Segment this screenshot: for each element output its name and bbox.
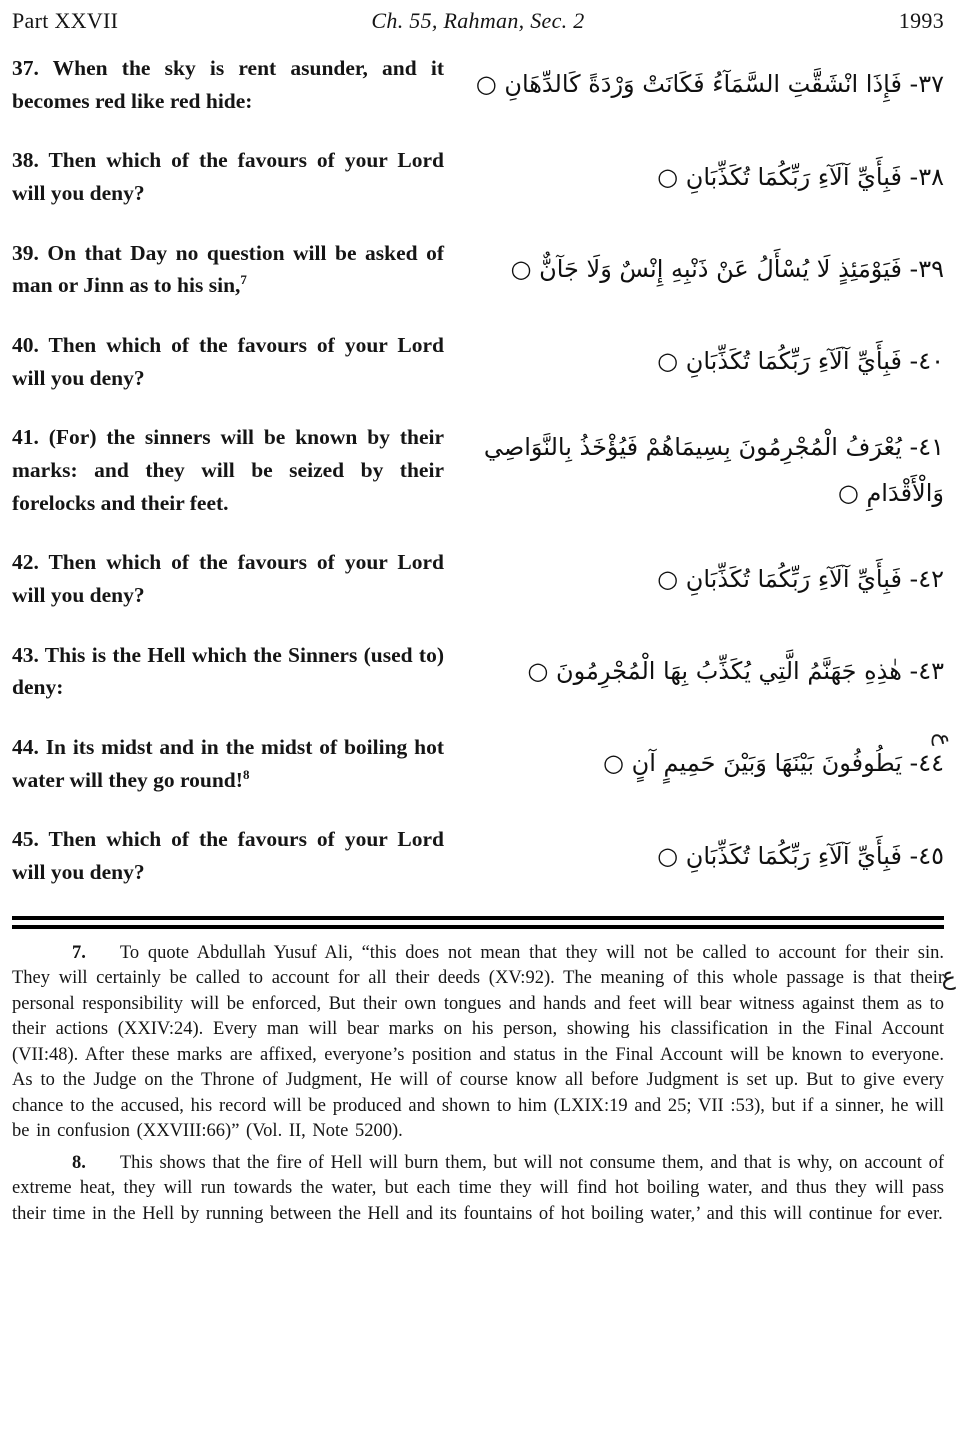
verse-english: [12, 421, 444, 519]
verse-row: [12, 421, 944, 519]
verse-english: [12, 237, 444, 302]
verse-arabic: ٤٠- فَبِأَيِّ آلَآءِ رَبِّكُمَا تُكَذِّبَانِ ○: [657, 347, 944, 376]
verse-row: [12, 144, 944, 209]
verse-english: [12, 639, 444, 704]
verse-english-text: 37. When the sky is rent asunder, and it becomes red like red hide:: [12, 56, 444, 113]
verse-english: [12, 823, 444, 888]
chapter-title: Ch. 55, Rahman, Sec. 2: [371, 8, 585, 33]
verse-row: [12, 546, 944, 611]
running-head: [12, 8, 944, 34]
verse-english-text: 39. On that Day no question will be asked of man or Jinn as to his sin,: [12, 240, 444, 298]
verse-arabic: ٤٥- فَبِأَيِّ آلَآءِ رَبِّكُمَا تُكَذِّبَانِ ○: [657, 841, 944, 870]
verse-english-text: 41. (For) the sinners will be known by their marks: and they will be seized by their forelocks and their feet.: [12, 425, 444, 515]
verse-row: [12, 52, 944, 117]
footnote-text: This shows that the fire of Hell will burn them, but will not consume them, and that is why, on account of extreme heat, they will run towards the water, but each time they will find hot boiling water, and thus they will pass their time in the Hell by running between the Hell and its fountains of hot boiling water,’ and this will continue for ever.: [12, 1152, 944, 1224]
verse-row: [12, 639, 944, 704]
verse-english: [12, 329, 444, 394]
footnote-ref: 7: [240, 272, 247, 288]
verse-english: [12, 144, 444, 209]
page-number: 1993: [898, 8, 944, 33]
verse-arabic: ٣٩- فَيَوْمَئِذٍ لَا يُسْأَلُ عَنْ ذَنْبِهِ إِنْسٌ وَلَا جَآنٌّ ○: [510, 254, 944, 283]
footnote-number: 7.: [72, 942, 86, 963]
verse-english-text: 40. Then which of the favours of your Lord will you deny?: [12, 333, 444, 390]
margin-ruku-marker: ع: [941, 962, 956, 990]
verse-arabic: ٤٢- فَبِأَيِّ آلَآءِ رَبِّكُمَا تُكَذِّبَانِ ○: [657, 564, 944, 593]
verse-english-text: 45. Then which of the favours of your Lord will you deny?: [12, 827, 444, 885]
verse-english: [12, 731, 444, 796]
verse-arabic: ٤٤- يَطُوفُونَ بَيْنَهَا وَبَيْنَ حَمِيمٍ آنٍ ○: [603, 749, 944, 778]
footnote-ref: 8: [242, 766, 250, 782]
footnote-8: [12, 1151, 944, 1228]
verse-english-text: 38. Then which of the favours of your Lord will you deny?: [12, 148, 444, 206]
verse-row: [12, 329, 944, 394]
part-label: Part XXVII: [12, 8, 119, 33]
verse-english-text: 44. In its midst and in the midst of boiling hot water will they go round!: [12, 735, 444, 792]
verse-arabic: ٤٣- هٰذِهِ جَهَنَّمُ الَّتِي يُكَذِّبُ بِهَا الْمُجْرِمُونَ ○: [527, 657, 944, 685]
section-divider-rule: [12, 916, 944, 929]
verse-english: [12, 546, 444, 611]
verse-english-text: 43. This is the Hell which the Sinners (used to) deny:: [12, 642, 444, 700]
verse-english-text: 42. Then which of the favours of your Lord will you deny?: [12, 550, 444, 608]
verse-row: [12, 731, 944, 796]
verse-row: [12, 237, 944, 302]
verse-arabic: ٣٨- فَبِأَيِّ آلَآءِ رَبِّكُمَا تُكَذِّبَانِ ○: [657, 162, 944, 191]
footnotes-section: [12, 941, 944, 1228]
verse-english: [12, 52, 444, 117]
verse-list: [12, 52, 944, 889]
verse-row: [12, 823, 944, 888]
footnote-7: [12, 941, 944, 1145]
footnote-text: To quote Abdullah Yusuf Ali, “this does not mean that they will not be called to account for their sin. They will certainly be called to account for all their deeds (XV:92). The meaning of this whole passage is that their personal responsibility will be enforced, But their own tongues and hands and feet will bear witness against them as to their actions (XXIV:24). Every man will bear marks on his person, showing his classification in the Final Account (VII:48). After these marks are affixed, everyone’s position and status in the Final Account will be known to everyone. As to the Judge on the Throne of Judgment, He will of course know all before Judgment is set up. But to give every chance to the accused, his record will be produced and shown to him (LXIX:19 and 25; VII :53), but if a sinner, he will be in confusion (XXVIII:66)” (Vol. II, Note 5200).: [12, 942, 944, 1142]
verse-arabic: ٤١- يُعْرَفُ الْمُجْرِمُونَ بِسِيمَاهُمْ فَيُؤْخَذُ بِالنَّوَاصِي وَالْأَقْدَامِ ○: [483, 432, 944, 508]
verse-arabic: ٣٧- فَإِذَا انْشَقَّتِ السَّمَآءُ فَكَانَتْ وَرْدَةً كَالدِّهَانِ ○: [475, 70, 944, 99]
footnote-number: 8.: [72, 1152, 86, 1173]
margin-ruku-marker-vertical: ع: [931, 733, 956, 747]
